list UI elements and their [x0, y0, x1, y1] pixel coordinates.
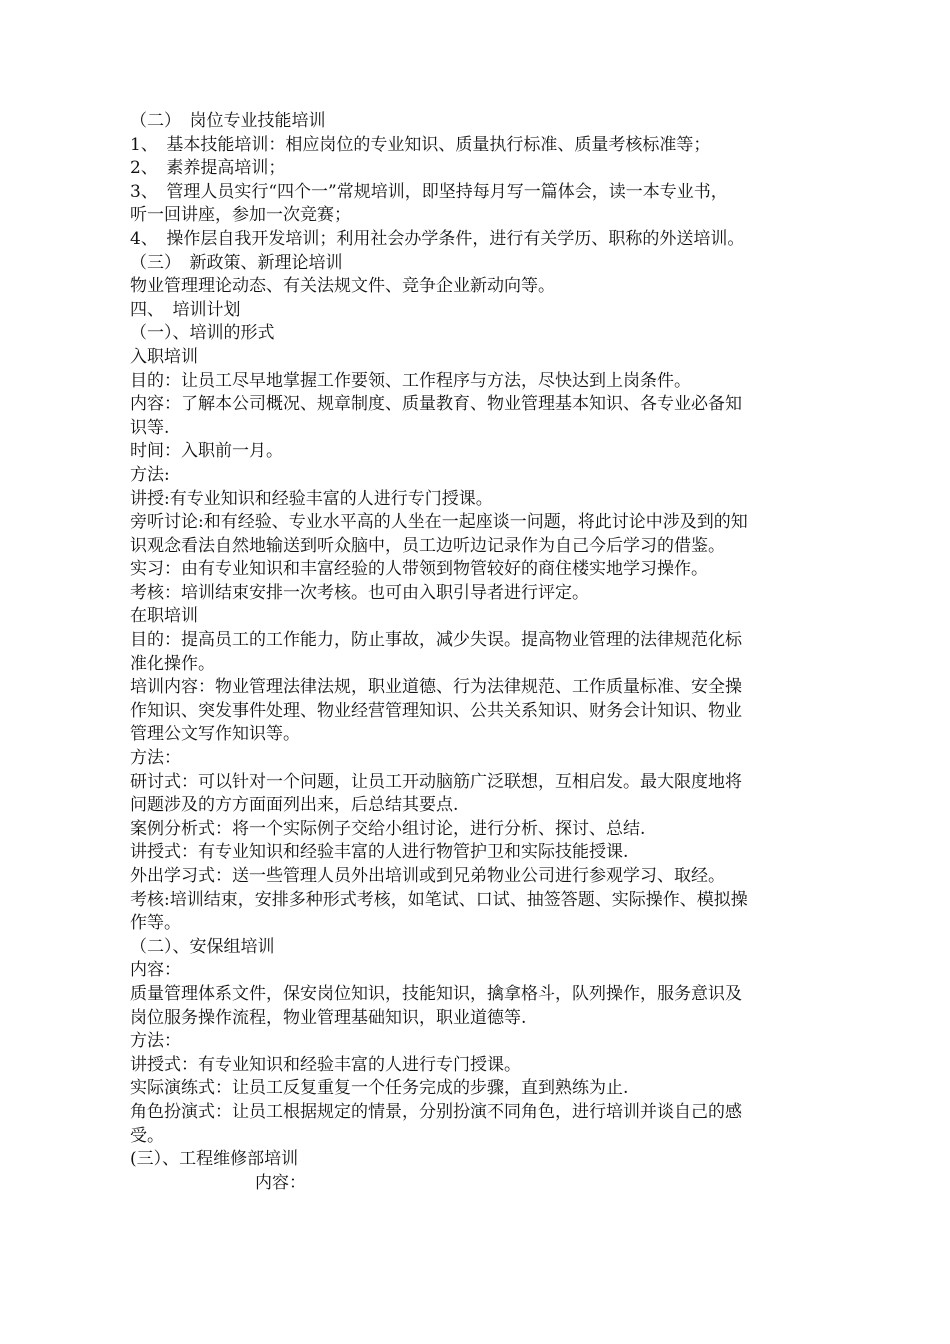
paragraph-line: 讲授式：有专业知识和经验丰富的人进行专门授课。: [130, 1054, 521, 1075]
paragraph-line: 外出学习式：送一些管理人员外出培训或到兄弟物业公司进行参观学习、取经。: [130, 866, 725, 886]
subsection-heading: 在职培训: [130, 606, 198, 627]
list-item: 2、 素养提高培训；: [130, 158, 286, 179]
paragraph-line: 考核：培训结束安排一次考核。也可由入职引导者进行评定。: [130, 582, 589, 603]
paragraph-line: 内容：: [130, 960, 181, 981]
paragraph-line: 旁听讨论:和有经验、专业水平高的人坐在一起座谈一问题，将此讨论中涉及到的知: [130, 512, 748, 533]
section-heading: （二） 岗位专业技能培训: [130, 111, 326, 131]
paragraph-line: 内容：: [255, 1172, 306, 1193]
paragraph-line: 岗位服务操作流程，物业管理基础知识，职业道德等.: [130, 1007, 527, 1028]
paragraph-line: 考核:培训结束，安排多种形式考核，如笔试、口试、抽签答题、实际操作、模拟操: [130, 889, 748, 910]
paragraph-line: 问题涉及的方方面面列出来，后总结其要点.: [130, 795, 459, 816]
paragraph-line: 角色扮演式：让员工根据规定的情景，分别扮演不同角色，进行培训并谈自己的感: [130, 1101, 742, 1122]
paragraph-line: 识观念看法自然地输送到听众脑中，员工边听边记录作为自己今后学习的借鉴。: [130, 535, 725, 556]
paragraph-line: 讲授:有专业知识和经验丰富的人进行专门授课。: [130, 488, 493, 509]
paragraph-line: 作等。: [130, 913, 181, 934]
subsection-heading: 入职培训: [130, 346, 198, 367]
section-heading: （三） 新政策、新理论培训: [130, 252, 343, 273]
paragraph-line: 识等.: [130, 417, 170, 438]
document-body: [130, 110, 830, 1195]
paragraph-line: 讲授式：有专业知识和经验丰富的人进行物管护卫和实际技能授课.: [130, 842, 629, 863]
paragraph-line: 目的：提高员工的工作能力，防止事故，减少失误。提高物业管理的法律规范化标: [130, 630, 742, 651]
list-item: 4、 操作层自我开发培训；利用社会办学条件，进行有关学历、职称的外送培训。: [130, 228, 745, 249]
paragraph-line: 管理公文写作知识等。: [130, 724, 300, 745]
paragraph-line: 培训内容：物业管理法律法规，职业道德、行为法律规范、工作质量标准、安全操: [130, 677, 742, 698]
paragraph-line: 研讨式：可以针对一个问题，让员工开动脑筋广泛联想，互相启发。最大限度地将: [130, 771, 742, 792]
paragraph-line: 目的：让员工尽早地掌握工作要领、工作程序与方法，尽快达到上岗条件。: [130, 370, 691, 391]
paragraph-line: 方法：: [130, 1031, 181, 1052]
chapter-heading: 四、 培训计划: [130, 299, 241, 320]
list-item-continuation: 听一回讲座，参加一次竞赛；: [130, 205, 351, 226]
paragraph-line: 案例分析式：将一个实际例子交给小组讨论，进行分析、探讨、总结.: [130, 818, 646, 839]
list-item: 1、 基本技能培训：相应岗位的专业知识、质量执行标准、质量考核标准等；: [130, 134, 711, 155]
section-heading: （二）、安保组培训: [130, 936, 275, 957]
paragraph-line: 质量管理体系文件，保安岗位知识，技能知识，擒拿格斗，队列操作，服务意识及: [130, 983, 742, 1004]
paragraph-line: 方法:: [130, 464, 170, 485]
paragraph-line: 受。: [130, 1125, 164, 1146]
paragraph-line: 作知识、突发事件处理、物业经营管理知识、公共关系知识、财务会计知识、物业: [130, 700, 742, 721]
paragraph-line: 准化操作。: [130, 653, 215, 674]
paragraph-line: 方法：: [130, 748, 181, 769]
paragraph-line: 物业管理理论动态、有关法规文件、竞争企业新动向等。: [130, 276, 555, 297]
section-heading: （一）、培训的形式: [130, 323, 275, 344]
paragraph-line: 时间：入职前一月。: [130, 441, 283, 462]
paragraph-line: 实际演练式：让员工反复重复一个任务完成的步骤，直到熟练为止.: [130, 1078, 629, 1099]
list-item: 3、 管理人员实行“四个一”常规培训，即坚持每月写一篇体会，读一本专业书，: [130, 181, 728, 202]
paragraph-line: 实习：由有专业知识和丰富经验的人带领到物管较好的商住楼实地学习操作。: [130, 559, 708, 580]
paragraph-line: 内容：了解本公司概况、规章制度、质量教育、物业管理基本知识、各专业必备知: [130, 394, 742, 415]
section-heading: (三）、工程维修部培训: [130, 1149, 299, 1170]
